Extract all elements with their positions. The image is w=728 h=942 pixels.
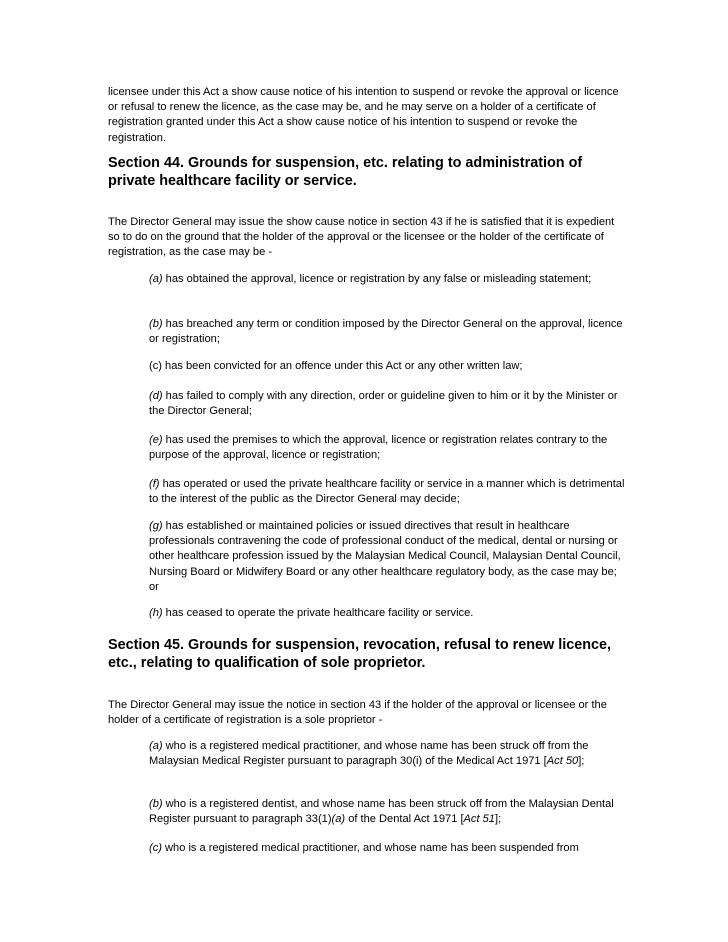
section-44-heading: Section 44. Grounds for suspension, etc. relating to administration of private healthcare facility or service. — [108, 155, 583, 190]
section-44-item-f — [149, 477, 629, 507]
item-text: has used the premises to which the approval, licence or registration relates contrary to the purpose of the approval, licence or registration; — [149, 434, 608, 462]
intro-paragraph: licensee under this Act a show cause notice of his intention to suspend or revoke the approval or licence or refusal to renew the licence, as the case may be, and he may serve on a holder of a certificate of registration granted under this Act a show cause notice of his intention to suspend or revoke the registration. — [108, 86, 619, 144]
item-text: has failed to comply with any direction, order or guideline given to him or it by the Minister or the Director General; — [149, 390, 618, 418]
item-label: (a) — [149, 740, 163, 752]
item-text-end: ]; — [494, 813, 502, 826]
item-text: has established or maintained policies or issued directives that result in healthcare professionals contravening the code of professional conduct of the medical, dental or nursing or other healthcare profession issued by the Malaysian Medical Council, Malaysian Dental Council, Nursing Board or Midwifery Board or any other healthcare regulatory body, as the case may be; or — [149, 520, 621, 593]
item-text: who is a registered medical practitioner, and whose name has been struck off from the Malaysian Medical Register pursuant to paragraph 30(i) of the Medical Act 1971 [ — [149, 740, 589, 768]
item-label: (c) — [149, 842, 162, 854]
item-text: who is a registered medical practitioner, and whose name has been suspended from — [161, 842, 579, 854]
section-45-intro: The Director General may issue the notice in section 43 if the holder of the approval or licensee or the holder of a certificate of registration is a sole proprietor - — [108, 699, 607, 727]
section-45-heading: Section 45. Grounds for suspension, revocation, refusal to renew licence, etc., relating to qualification of sole proprietor. — [108, 637, 612, 672]
item-text: has breached any term or condition imposed by the Director General on the approval, licence or registration; — [149, 318, 623, 346]
section-45-item-b — [149, 797, 629, 827]
item-label: (a) — [149, 273, 163, 285]
item-label: (e) — [149, 434, 163, 446]
section-44-item-e — [149, 433, 629, 463]
item-label: (c) — [149, 360, 162, 372]
section-44-item-c — [149, 359, 629, 374]
item-label: (f) — [149, 478, 160, 490]
paragraph-reference: (a) — [331, 813, 346, 826]
item-text: who is a registered dentist, and whose name has been struck off from the Malaysian Dental Register pursuant to paragraph 33(1) — [149, 798, 614, 826]
section-45-item-c — [149, 841, 629, 856]
item-label: (b) — [149, 318, 163, 330]
item-text: has operated or used the private healthcare facility or service in a manner which is detrimental to the interest of the public as the Director General may decide; — [149, 478, 625, 506]
section-44-item-h — [149, 606, 629, 621]
item-text-end: ]; — [578, 755, 585, 768]
section-44-item-a — [149, 272, 629, 287]
item-text-2: of the Dental Act 1971 [ — [345, 813, 464, 826]
item-text: has obtained the approval, licence or registration by any false or misleading statement; — [162, 273, 592, 285]
section-44-item-b — [149, 317, 629, 347]
section-44-item-d — [149, 389, 629, 419]
item-label: (h) — [149, 607, 163, 619]
item-text: has ceased to operate the private healthcare facility or service. — [162, 607, 474, 619]
item-label: (d) — [149, 390, 163, 402]
act-reference: Act 50 — [546, 755, 579, 768]
item-label: (g) — [149, 520, 163, 532]
act-reference: Act 51 — [463, 813, 495, 826]
section-45-item-a — [149, 739, 629, 769]
section-44-intro: The Director General may issue the show cause notice in section 43 if he is satisfied that it is expedient so to do on the ground that the holder of the approval or the licensee or the holder of the certificate of registration, as the case may be - — [108, 216, 615, 259]
item-label: (b) — [149, 798, 163, 810]
item-text: has been convicted for an offence under this Act or any other written law; — [161, 360, 523, 372]
section-44-item-g — [149, 519, 629, 595]
